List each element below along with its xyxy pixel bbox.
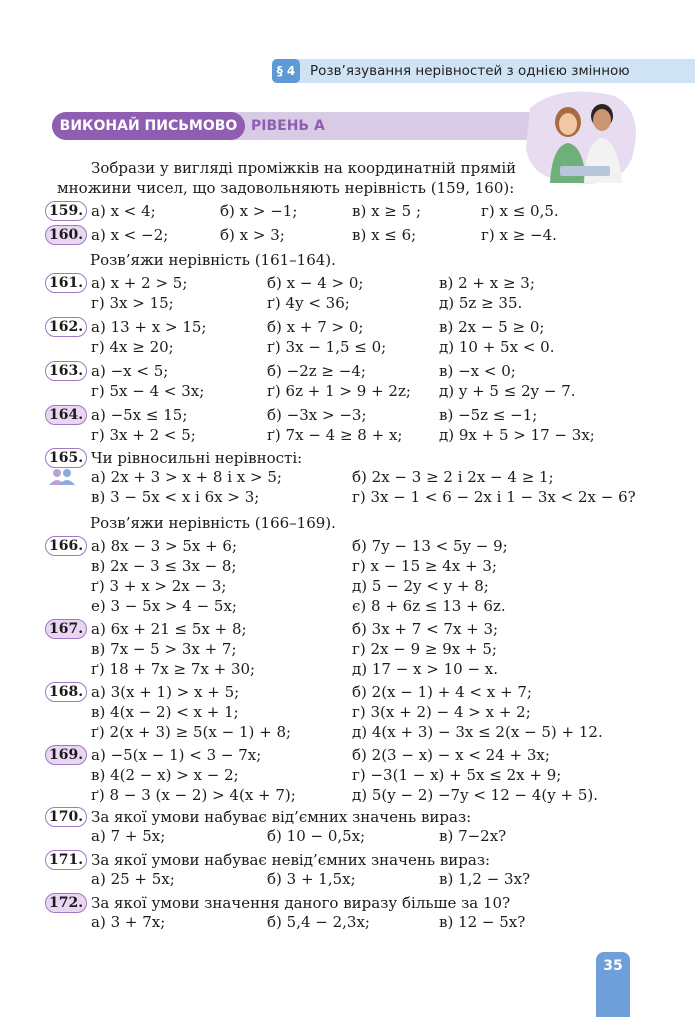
problem-item: в) −5z ≤ −1; (439, 406, 538, 424)
problem-number: 163. (45, 361, 87, 381)
problem-item: г) 3(x + 2) − 4 > x + 2; (352, 703, 531, 721)
problem-item: б) 2(3 − x) − x < 24 + 3x; (352, 746, 550, 764)
problem-item: в) 1,2 − 3x? (439, 870, 531, 888)
problem-item: а) −5x ≤ 15; (91, 406, 188, 424)
problem-number: 160. (45, 225, 87, 245)
page-number: 35 (603, 958, 623, 974)
problem-item: ґ) 18 + 7x ≥ 7x + 30; (91, 660, 256, 678)
problem-167 (45, 619, 685, 639)
problem-169-line3 (45, 785, 685, 805)
problem-item: а) x + 2 > 5; (91, 274, 188, 292)
problem-item: в) 2x − 5 ≥ 0; (439, 318, 545, 336)
problem-171 (45, 850, 685, 870)
problem-item: в) 4(2 − x) > x − 2; (91, 766, 239, 784)
problem-number: 161. (45, 273, 87, 293)
problem-item: а) 3 + 7x; (91, 913, 166, 931)
problem-item: ґ) 7x − 4 ≥ 8 + x; (267, 426, 403, 444)
problem-number: 169. (45, 745, 87, 765)
problem-160 (45, 225, 685, 245)
problem-172 (45, 893, 685, 913)
problem-item: а) x < 4; (91, 202, 156, 220)
problem-item: г) 3x + 2 < 5; (91, 426, 196, 444)
problem-item: б) −2z ≥ −4; (267, 362, 366, 380)
problem-169 (45, 745, 685, 765)
problem-number: 172. (45, 893, 87, 913)
banner-main-label: ВИКОНАЙ ПИСЬМОВО (52, 112, 245, 140)
problem-item: д) 4(x + 3) − 3x ≤ 2(x − 5) + 12. (352, 723, 603, 741)
problem-number: 165. (45, 448, 87, 468)
problem-item: б) 2(x − 1) + 4 < x + 7; (352, 683, 532, 701)
problem-item: б) 10 − 0,5x; (267, 827, 366, 845)
problem-number: 171. (45, 850, 87, 870)
instruction-paragraph: Зобрази у вигляді проміжків на координатній прямій множини чисел, що задовольняють нерівність (159, 160): (57, 159, 517, 197)
problem-item: г) 3x − 1 < 6 − 2x і 1 − 3x < 2x − 6? (352, 488, 636, 506)
problem-question: Чи рівносильні нерівності: (91, 449, 303, 467)
problem-item: а) x < −2; (91, 226, 169, 244)
problem-number: 164. (45, 405, 87, 425)
problem-163-line2 (45, 381, 685, 401)
problem-item: б) −3x > −3; (267, 406, 367, 424)
problem-171-line2 (45, 869, 685, 889)
problem-168 (45, 682, 685, 702)
problem-item: в) 3 − 5x < x і 6x > 3; (91, 488, 260, 506)
problem-item: в) 2x − 3 ≤ 3x − 8; (91, 557, 237, 575)
problem-162-line2 (45, 337, 685, 357)
subtitle: Розв’яжи нерівність (166–169). (90, 514, 336, 532)
problem-item: в) x ≥ 5 ; (352, 202, 421, 220)
problem-item: а) 25 + 5x; (91, 870, 175, 888)
problem-167-line2 (45, 639, 685, 659)
problem-162 (45, 317, 685, 337)
instruction-text (57, 158, 577, 198)
problem-item: а) 8x − 3 > 5x + 6; (91, 537, 238, 555)
problem-166-line4 (45, 596, 685, 616)
problem-168-line3 (45, 722, 685, 742)
problem-item: ґ) 2(x + 3) ≥ 5(x − 1) + 8; (91, 723, 292, 741)
problem-item: в) 7−2x? (439, 827, 507, 845)
problem-item: а) −x < 5; (91, 362, 169, 380)
problem-item: д) 10 + 5x < 0. (439, 338, 555, 356)
problem-item: а) −5(x − 1) < 3 − 7x; (91, 746, 262, 764)
problem-item: б) 7y − 13 < 5y − 9; (352, 537, 508, 555)
problem-164 (45, 405, 685, 425)
problem-question: За якої умови набуває невід’ємних значень вираз: (91, 851, 491, 869)
problem-170-line2 (45, 826, 685, 846)
problem-item: ґ) 3 + x > 2x − 3; (91, 577, 227, 595)
problem-item: д) 5 − 2y < y + 8; (352, 577, 489, 595)
problem-166-line2 (45, 556, 685, 576)
problem-item: е) 3 − 5x > 4 − 5x; (91, 597, 237, 615)
banner-level-label: РІВЕНЬ А (251, 118, 325, 134)
problem-item: г) x − 15 ≥ 4x + 3; (352, 557, 497, 575)
problem-163 (45, 361, 685, 381)
problem-item: а) 2x + 3 > x + 8 і x > 5; (91, 468, 282, 486)
problem-item: ґ) 6z + 1 > 9 + 2z; (267, 382, 411, 400)
subtitle: Розв’яжи нерівність (161–164). (90, 251, 336, 269)
problem-165 (45, 448, 685, 468)
problem-167-line3 (45, 659, 685, 679)
problem-number: 166. (45, 536, 87, 556)
section-badge: § 4 (272, 59, 300, 83)
section-title: Розв’язування нерівностей з однією змінною (310, 63, 630, 79)
problem-item: б) 3x + 7 < 7x + 3; (352, 620, 499, 638)
problem-item: д) 17 − x > 10 − x. (352, 660, 499, 678)
problem-item: г) x ≥ −4. (481, 226, 557, 244)
problem-item: б) 5,4 − 2,3x; (267, 913, 370, 931)
problem-166 (45, 536, 685, 556)
problem-item: д) 5z ≥ 35. (439, 294, 523, 312)
problem-item: д) 5(y − 2) −7y < 12 − 4(y + 5). (352, 786, 599, 804)
problem-item: в) 2 + x ≥ 3; (439, 274, 535, 292)
problem-item: в) 12 − 5x? (439, 913, 526, 931)
problem-item: в) 4(x − 2) < x + 1; (91, 703, 239, 721)
problem-166-line3 (45, 576, 685, 596)
problem-161 (45, 273, 685, 293)
problem-item: б) x > 3; (220, 226, 285, 244)
problem-item: б) x + 7 > 0; (267, 318, 364, 336)
problem-number: 170. (45, 807, 87, 827)
problem-170 (45, 807, 685, 827)
problem-item: г) x ≤ 0,5. (481, 202, 559, 220)
problem-item: ґ) 4y < 36; (267, 294, 350, 312)
problem-item: б) x > −1; (220, 202, 298, 220)
problem-item: є) 8 + 6z ≤ 13 + 6z. (352, 597, 506, 615)
problem-number: 167. (45, 619, 87, 639)
problem-168-line2 (45, 702, 685, 722)
problem-question: За якої умови набуває від’ємних значень вираз: (91, 808, 472, 826)
problem-item: а) 3(x + 1) > x + 5; (91, 683, 240, 701)
problem-item: а) 7 + 5x; (91, 827, 166, 845)
problem-number: 162. (45, 317, 87, 337)
problem-item: б) x − 4 > 0; (267, 274, 364, 292)
problem-165-line2 (45, 467, 685, 487)
problem-item: а) 13 + x > 15; (91, 318, 207, 336)
problem-item: г) 4x ≥ 20; (91, 338, 174, 356)
problem-164-line2 (45, 425, 685, 445)
problem-item: б) 3 + 1,5x; (267, 870, 356, 888)
problem-item: г) 3x > 15; (91, 294, 174, 312)
problem-item: ґ) 3x − 1,5 ≤ 0; (267, 338, 387, 356)
problem-item: г) −3(1 − x) + 5x ≤ 2x + 9; (352, 766, 562, 784)
problem-item: б) 2x − 3 ≥ 2 і 2x − 4 ≥ 1; (352, 468, 554, 486)
problem-161-line2 (45, 293, 685, 313)
problem-question: За якої умови значення даного виразу більше за 10? (91, 894, 511, 912)
problem-159 (45, 201, 685, 221)
problem-item: в) 7x − 5 > 3x + 7; (91, 640, 237, 658)
problem-item: д) y + 5 ≤ 2y − 7. (439, 382, 576, 400)
problem-number: 159. (45, 201, 87, 221)
problem-172-line2 (45, 912, 685, 932)
problem-item: в) x ≤ 6; (352, 226, 417, 244)
problem-item: г) 2x − 9 ≥ 9x + 5; (352, 640, 497, 658)
problem-165-line3 (45, 487, 685, 507)
problem-number: 168. (45, 682, 87, 702)
problem-item: г) 5x − 4 < 3x; (91, 382, 205, 400)
problem-item: в) −x < 0; (439, 362, 516, 380)
problem-item: а) 6x + 21 ≤ 5x + 8; (91, 620, 247, 638)
problem-item: ґ) 8 − 3 (x − 2) > 4(x + 7); (91, 786, 296, 804)
problem-169-line2 (45, 765, 685, 785)
problem-item: д) 9x + 5 > 17 − 3x; (439, 426, 595, 444)
